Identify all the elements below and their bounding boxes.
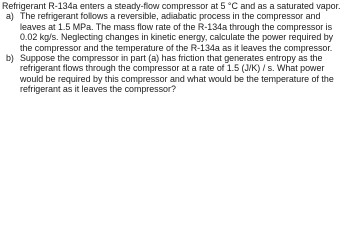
part-a-line-3: 0.02 kg/s. Neglecting changes in kinetic energy, calculate the power required by bbox=[20, 32, 334, 43]
part-b-text bbox=[20, 53, 348, 95]
part-a-text bbox=[20, 11, 348, 53]
part-a-line-4: the compressor and the temperature of the R-134a as it leaves the compressor. bbox=[20, 42, 333, 53]
part-b-line-3: would be required by this compressor and what would be the temperature of the bbox=[20, 73, 334, 84]
part-a-line-2: leaves at 1.5 MPa. The mass flow rate of the R-134a through the compressor is bbox=[20, 21, 333, 32]
part-b-label: b) bbox=[6, 53, 14, 64]
part-a-label: a) bbox=[6, 11, 14, 22]
problem-intro: Refrigerant R-134a enters a steady-flow compressor at 5 °C and as a saturated vapor. bbox=[2, 1, 341, 11]
problem-statement bbox=[0, 0, 350, 111]
part-b bbox=[2, 53, 348, 95]
part-b-line-1: Suppose the compressor in part (a) has friction that generates entropy as the bbox=[20, 53, 323, 64]
part-b-line-4: refrigerant as it leaves the compressor? bbox=[20, 84, 176, 95]
part-b-line-2: refrigerant flows through the compressor at a rate of 1.5 (J/K) / s. What power bbox=[20, 63, 325, 74]
part-a-line-1: The refrigerant follows a reversible, adiabatic process in the compressor and bbox=[20, 11, 321, 22]
part-a bbox=[2, 11, 348, 53]
